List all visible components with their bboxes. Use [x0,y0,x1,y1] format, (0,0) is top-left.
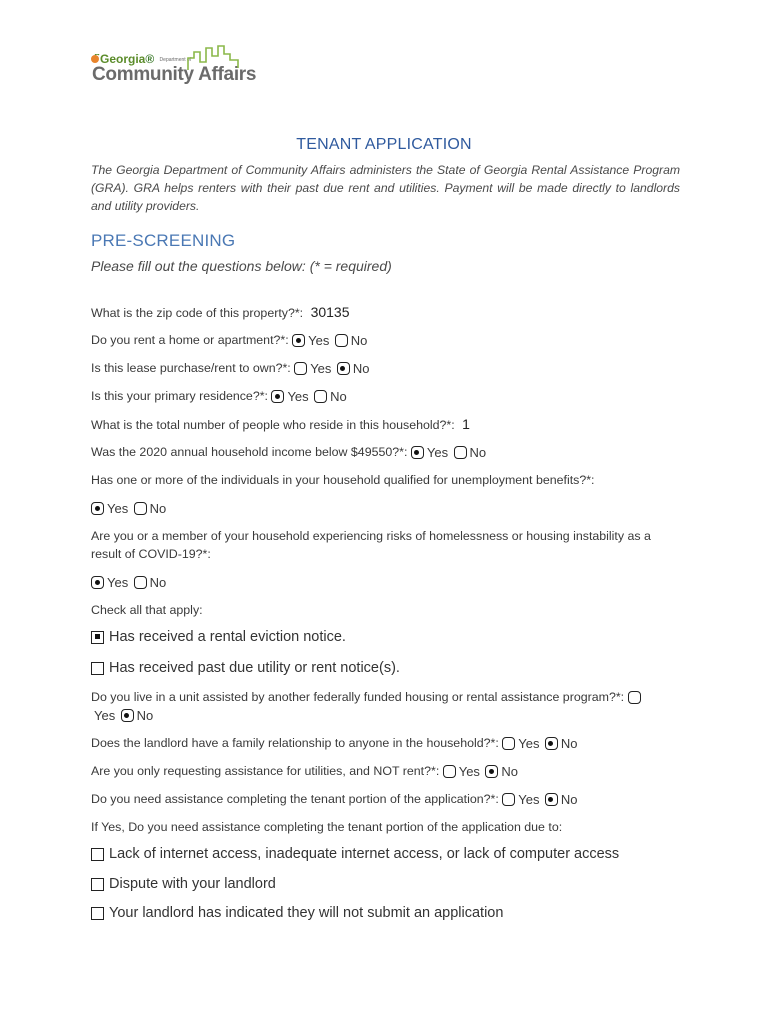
radio-no-label: No [560,791,578,807]
radio-no-label: No [501,763,519,779]
rent-home-no-radio[interactable] [335,334,348,347]
homelessness-no-radio[interactable] [134,576,147,589]
question-zip [91,303,350,322]
logo-dept-text: Department of [159,56,192,63]
unemployment-options [91,499,168,518]
radio-yes-label: Yes [310,360,332,376]
question-rent-home [91,331,369,350]
landlord-no-application-option [91,905,503,921]
unemployment-yes-radio[interactable] [91,502,104,515]
intro-paragraph: The Georgia Department of Community Affairs administers the State of Georgia Rental Assistance Program (GRA). GRA helps renters with their past due rent and utilities. Payment will be made directly to landlords and utility providers. [91,163,680,213]
question-unemployment-label: Has one or more of the individuals in your household qualified for unemployment benefits?*: [91,473,595,487]
radio-no-label: No [330,388,347,404]
primary-residence-yes-radio[interactable] [271,390,284,403]
section-subtitle: Please fill out the questions below: (* = required) [91,258,392,274]
lease-purchase-yes-radio[interactable] [294,362,307,375]
question-household-size-label: What is the total number of people who reside in this household?*: [91,418,455,432]
radio-yes-label: Yes [94,707,116,723]
question-utilities-only [91,762,520,781]
radio-yes-label: Yes [518,791,540,807]
question-need-assistance [91,790,580,809]
question-federal-unit-label: Do you live in a unit assisted by another federally funded housing or rental assistance program?*: [91,690,625,704]
question-homelessness [91,527,651,563]
question-household-size [91,415,470,434]
homelessness-options [91,573,168,592]
radio-yes-label: Yes [458,763,480,779]
logo-registered-mark: ® [145,52,155,66]
primary-residence-no-radio[interactable] [314,390,327,403]
eviction-notice-checkbox[interactable] [91,631,104,644]
eviction-notice-option [91,629,346,645]
radio-yes-label: Yes [518,735,540,751]
need-assistance-yes-radio[interactable] [502,793,515,806]
federal-unit-no-radio[interactable] [121,709,134,722]
logo-georgia-text: Georgia [100,52,146,66]
radio-no-label: No [149,574,167,590]
question-zip-label: What is the zip code of this property?*: [91,306,304,320]
radio-no-label: No [136,707,154,723]
homelessness-yes-radio[interactable] [91,576,104,589]
utilities-only-yes-radio[interactable] [443,765,456,778]
radio-yes-label: Yes [308,332,330,348]
skyline-icon [186,44,244,74]
radio-yes-label: Yes [287,388,309,404]
landlord-dispute-checkbox[interactable] [91,878,104,891]
question-unemployment [91,471,595,489]
landlord-no-application-label: Your landlord has indicated they will not submit an application [109,905,504,922]
family-relationship-no-radio[interactable] [545,737,558,750]
radio-no-label: No [560,735,578,751]
gra-logo [90,44,257,90]
radio-yes-label: Yes [426,444,449,460]
page-title: TENANT APPLICATION [296,136,472,153]
if-yes-label: If Yes, Do you need assistance completing the tenant portion of the application due to: [91,820,563,834]
question-utilities-only-label: Are you only requesting assistance for utilities, and NOT rent?*: [91,764,440,778]
income-yes-radio[interactable] [411,446,424,459]
radio-yes-label: Yes [107,574,129,590]
radio-no-label: No [350,332,368,348]
past-due-notice-checkbox[interactable] [91,662,104,675]
question-homelessness-label: Are you or a member of your household experiencing risks of homelessness or housing instability as a result of COVID-19?*: [91,529,651,561]
lease-purchase-no-radio[interactable] [337,362,350,375]
question-family-relationship-label: Does the landlord have a family relationship to anyone in the household?*: [91,736,499,750]
question-income [91,443,488,462]
internet-access-label: Lack of internet access, inadequate internet access, or lack of computer access [109,846,620,863]
question-need-assistance-label: Do you need assistance completing the tenant portion of the application?*: [91,792,499,806]
internet-access-option [91,846,619,862]
internet-access-checkbox[interactable] [91,848,104,861]
question-family-relationship [91,734,580,753]
question-income-label: Was the 2020 annual household income below $49550?*: [91,445,408,459]
need-assistance-no-radio[interactable] [545,793,558,806]
peach-icon [90,54,100,63]
family-relationship-yes-radio[interactable] [502,737,515,750]
question-lease-purchase [91,359,372,378]
question-federal-unit [91,688,651,725]
eviction-notice-label: Has received a rental eviction notice. [109,629,346,646]
check-all-label: Check all that apply: [91,603,203,617]
past-due-notice-label: Has received past due utility or rent notice(s). [109,660,400,677]
question-lease-purchase-label: Is this lease purchase/rent to own?*: [91,361,291,375]
past-due-notice-option [91,660,400,676]
income-no-radio[interactable] [454,446,467,459]
question-rent-home-label: Do you rent a home or apartment?*: [91,333,289,347]
rent-home-yes-radio[interactable] [292,334,305,347]
landlord-dispute-label: Dispute with your landlord [109,876,276,893]
question-primary-residence [91,387,349,406]
radio-yes-label: Yes [107,500,129,516]
section-heading: PRE-SCREENING [91,231,236,250]
unemployment-no-radio[interactable] [134,502,147,515]
federal-unit-yes-radio[interactable] [628,691,641,704]
radio-no-label: No [352,360,370,376]
household-size-answer[interactable]: 1 [462,416,470,432]
zip-answer[interactable]: 30135 [310,304,350,320]
landlord-dispute-option [91,876,276,892]
radio-no-label: No [469,444,487,460]
logo-main-text: Community Affairs [92,64,257,85]
question-primary-residence-label: Is this your primary residence?*: [91,389,268,403]
radio-no-label: No [149,500,167,516]
utilities-only-no-radio[interactable] [485,765,498,778]
landlord-no-application-checkbox[interactable] [91,907,104,920]
